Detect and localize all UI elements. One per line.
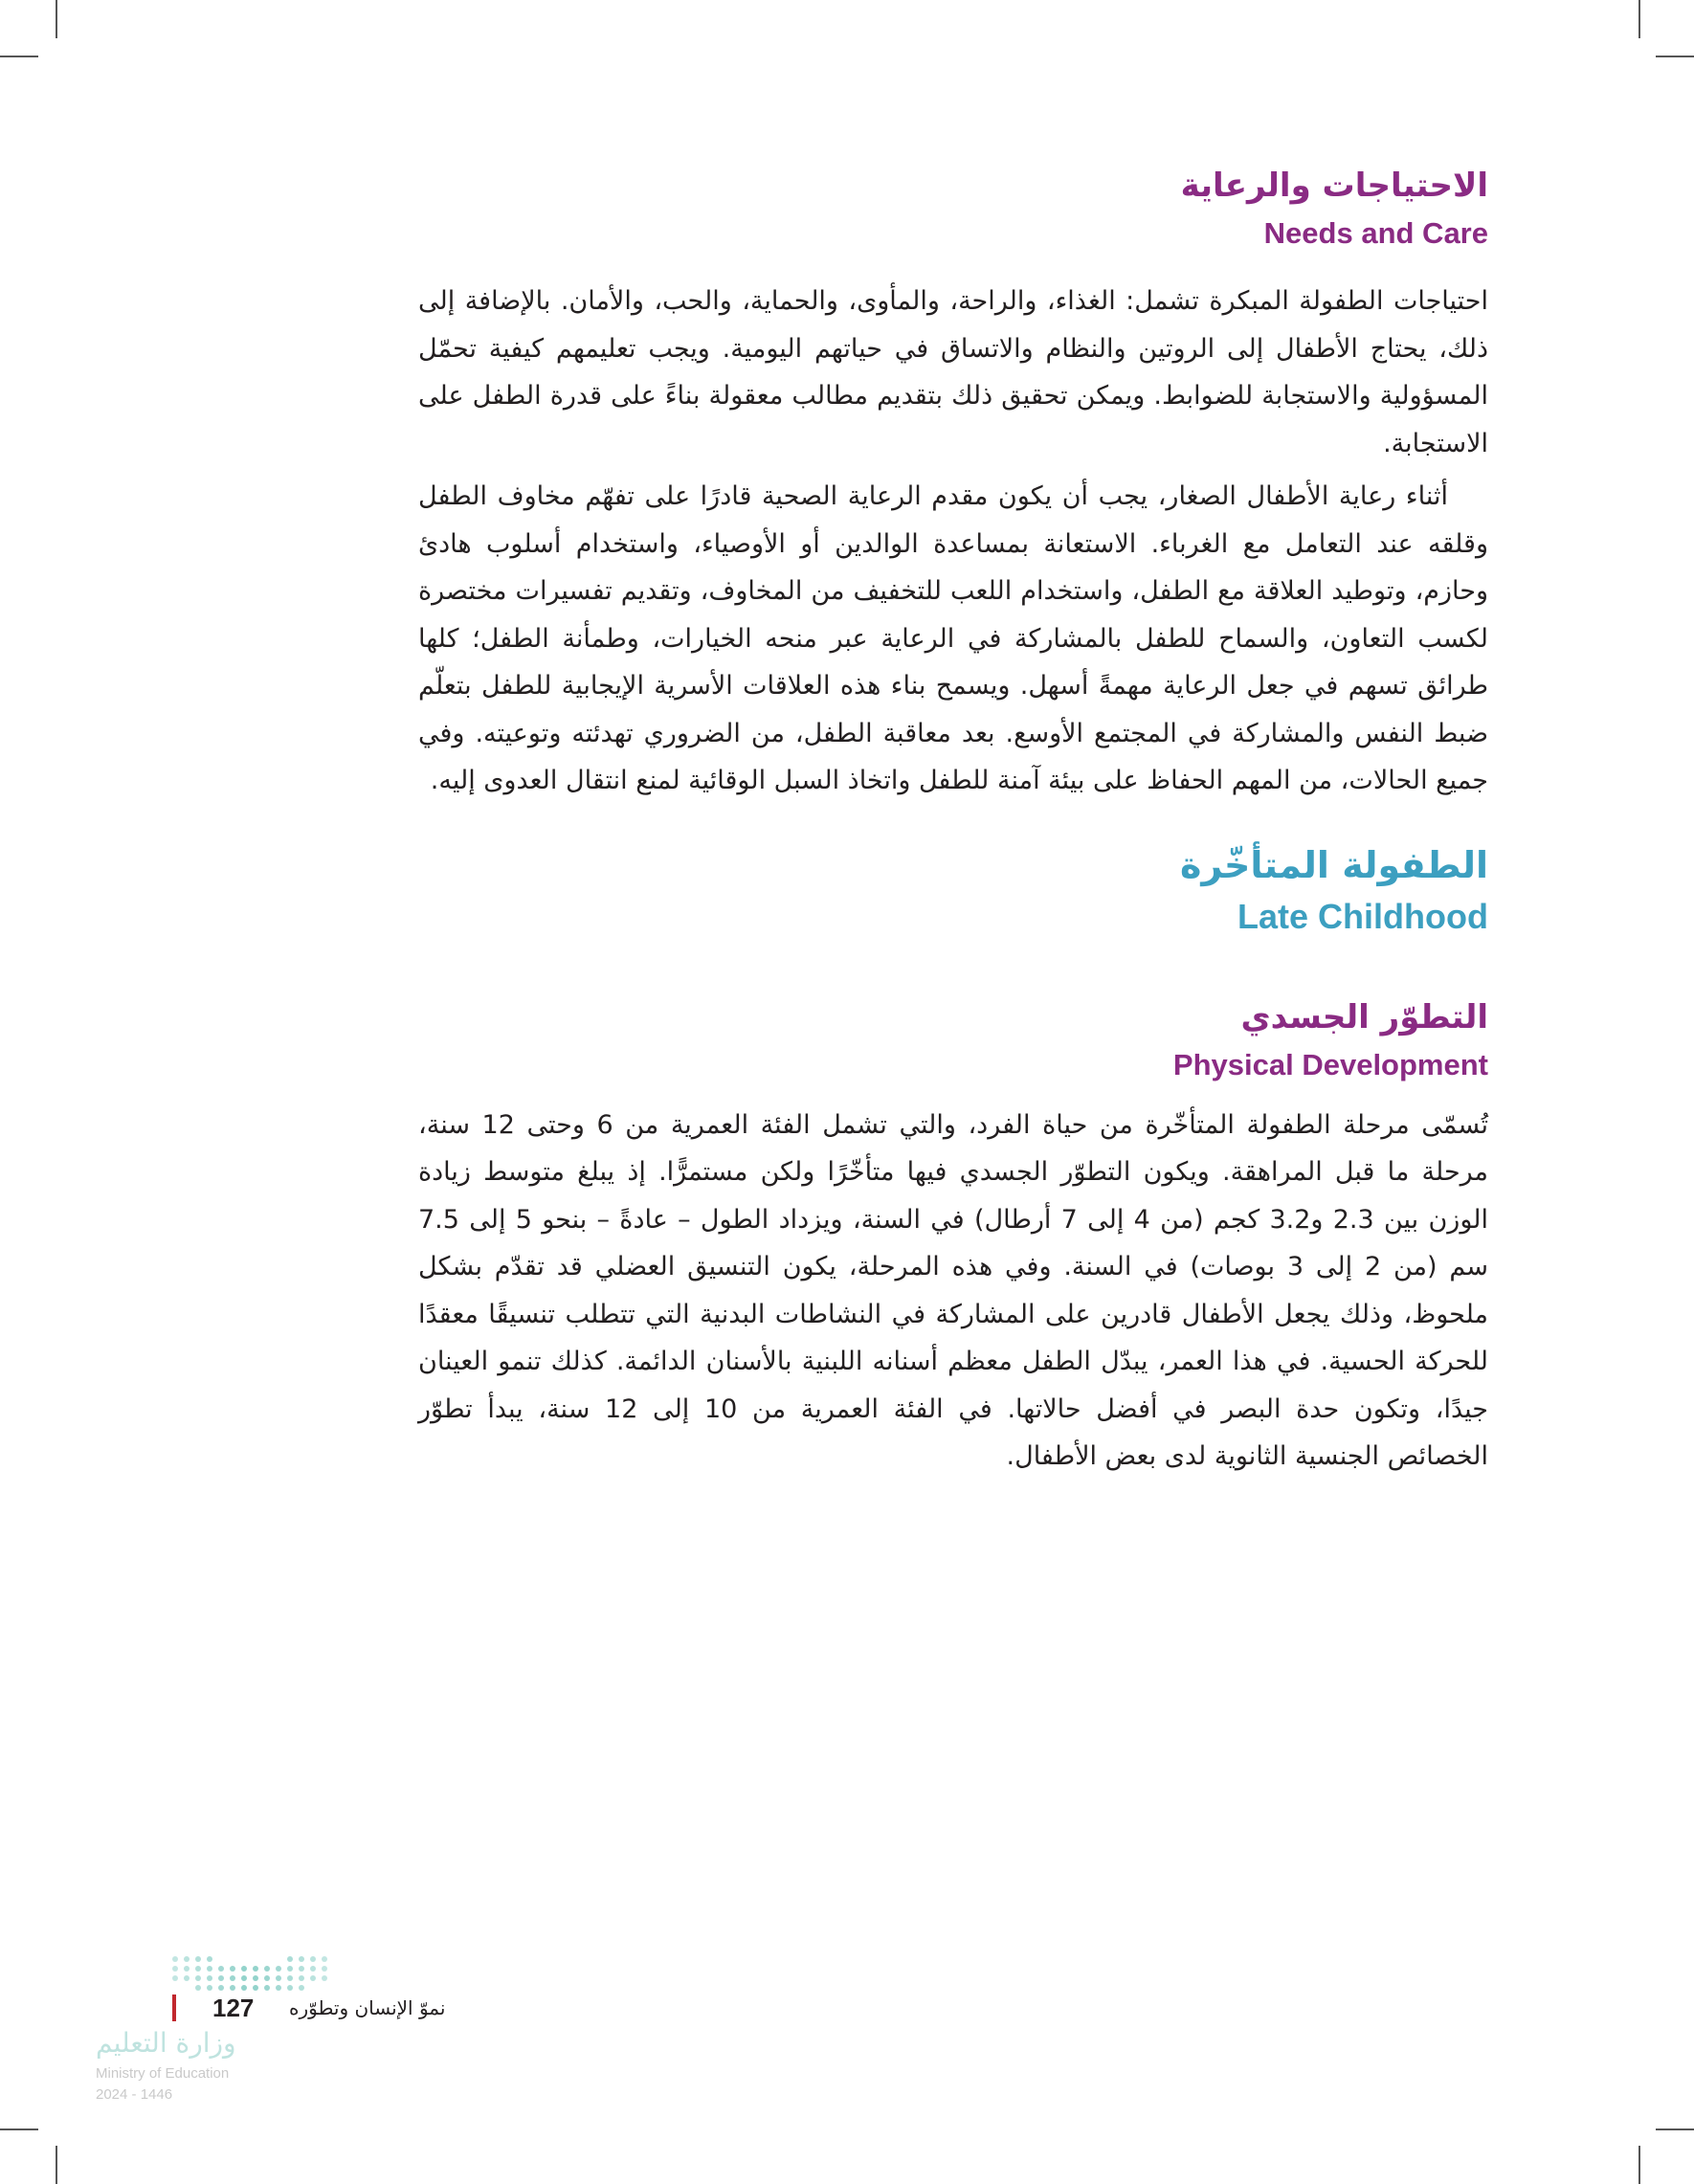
footer-accent-bar bbox=[172, 1995, 176, 2021]
book-title: نموّ الإنسان وتطوّره bbox=[289, 1996, 446, 2019]
heading-needs-ar: الاحتياجات والرعاية bbox=[1180, 167, 1488, 205]
logo-dot bbox=[241, 1985, 247, 1991]
logo-dot bbox=[253, 1966, 258, 1972]
crop-mark bbox=[1656, 56, 1694, 57]
logo-dot bbox=[322, 1956, 327, 1962]
logo-dot bbox=[230, 1966, 235, 1972]
logo-dot bbox=[276, 1975, 281, 1981]
logo-dot bbox=[207, 1966, 212, 1972]
logo-dot bbox=[195, 1966, 201, 1972]
logo-dot bbox=[218, 1975, 224, 1981]
logo-dot bbox=[322, 1966, 327, 1972]
logo-dot bbox=[253, 1985, 258, 1991]
logo-dot bbox=[299, 1956, 304, 1962]
heading-late-childhood-en: Late Childhood bbox=[1237, 896, 1488, 936]
ministry-name-en: Ministry of Education bbox=[96, 2065, 230, 2082]
section-physical-development bbox=[418, 994, 1488, 1481]
crop-mark bbox=[1638, 0, 1640, 38]
crop-mark bbox=[1656, 2128, 1694, 2130]
logo-dot bbox=[218, 1966, 224, 1972]
logo-dot bbox=[264, 1975, 270, 1981]
logo-dot bbox=[287, 1975, 293, 1981]
ministry-name-ar: وزارة التعليم bbox=[96, 2027, 236, 2059]
logo-dot bbox=[276, 1966, 281, 1972]
heading-physical-en: Physical Development bbox=[1172, 1047, 1488, 1081]
paragraph: أثناء رعاية الأطفال الصغار، يجب أن يكون مقدم الرعاية الصحية قادرًا على تفهّم مخاوف الطفل وقلقه عند التعامل مع الغرباء. الاستعانة بمساعدة الوالدين أو الأوصياء، واستخدام أسلوب هادئ وحازم، وتوطيد العلاقة مع الطفل، واستخدام اللعب للتخفيف من المخاوف، وتقديم تفسيرات مختصرة لكسب التعاون، والسماح للطفل بالمشاركة في الرعاية عبر منحه الخيارات، وطمأنة الطفل؛ كلها طرائق تسهم في جعل الرعاية مهمةً أسهل. ويسمح بناء هذه العلاقات الأسرية الإيجابية للطفل بتعلّم ضبط النفس والمشاركة في المجتمع الأوسع. بعد معاقبة الطفل، من الضروري تهدئته وتوعيته. وفي جميع الحالات، من المهم الحفاظ على بيئة آمنة للطفل واتخاذ السبل الوقائية لمنع انتقال العدوى إليه. bbox=[418, 481, 1488, 795]
logo-dot bbox=[230, 1975, 235, 1981]
logo-dot bbox=[322, 1975, 327, 1981]
logo-dot bbox=[310, 1975, 316, 1981]
logo-dot bbox=[230, 1985, 235, 1991]
logo-dot bbox=[195, 1956, 201, 1962]
heading-physical-ar: التطوّر الجسدي bbox=[1240, 997, 1488, 1036]
logo-dot bbox=[195, 1975, 201, 1981]
logo-dot bbox=[172, 1975, 178, 1981]
crop-mark bbox=[56, 0, 57, 38]
logo-dot bbox=[195, 1985, 201, 1991]
logo-dot bbox=[287, 1966, 293, 1972]
logo-dot bbox=[172, 1956, 178, 1962]
logo-dot bbox=[184, 1975, 189, 1981]
page-footer bbox=[0, 1952, 670, 2144]
logo-dot bbox=[287, 1956, 293, 1962]
edition-year: 2024 - 1446 bbox=[96, 2086, 173, 2103]
logo-dot bbox=[264, 1985, 270, 1991]
logo-dot bbox=[299, 1966, 304, 1972]
logo-dot bbox=[310, 1956, 316, 1962]
logo-dot bbox=[184, 1956, 189, 1962]
logo-dot bbox=[207, 1975, 212, 1981]
logo-dot bbox=[172, 1966, 178, 1972]
logo-dot bbox=[276, 1985, 281, 1991]
crop-mark bbox=[56, 2146, 57, 2184]
paragraph: تُسمّى مرحلة الطفولة المتأخّرة من حياة الفرد، والتي تشمل الفئة العمرية من 6 وحتى 12 سنة، مرحلة ما قبل المراهقة. ويكون التطوّر الجسدي فيها متأخّرًا ولكن مستمرًّا. إذ يبلغ متوسط زيادة الوزن بين 2.3 و3.2 كجم (من 4 إلى 7 أرطال) في السنة، ويزداد الطول – عادةً – بنحو 5 إلى 7.5 سم (من 2 إلى 3 بوصات) في السنة. وفي هذه المرحلة، يكون التنسيق العضلي قد تقدّم بشكل ملحوظ، وذلك يجعل الأطفال قادرين على المشاركة في النشاطات البدنية التي تتطلب تنسيقًا معقدًا للحركة الحسية. في هذا العمر، يبدّل الطفل معظم أسنانه اللبنية بالأسنان الدائمة. كذلك تنمو العينان جيدًا، وتكون حدة البصر في أفضل حالاتها. في الفئة العمرية من 10 إلى 12 سنة، يبدأ تطوّر الخصائص الجنسية الثانوية لدى بعض الأطفال. bbox=[418, 1109, 1489, 1471]
logo-dot bbox=[184, 1966, 189, 1972]
logo-dot bbox=[241, 1975, 247, 1981]
logo-dot bbox=[287, 1985, 293, 1991]
logo-dot bbox=[218, 1985, 224, 1991]
logo-dot bbox=[310, 1966, 316, 1972]
crop-mark bbox=[1638, 2146, 1640, 2184]
crop-mark bbox=[0, 56, 38, 57]
heading-needs-en: Needs and Care bbox=[1263, 216, 1488, 250]
logo-dot bbox=[253, 1975, 258, 1981]
logo-dot bbox=[299, 1975, 304, 1981]
page-number: 127 bbox=[212, 1994, 255, 2022]
heading-late-childhood-ar: الطفولة المتأخّرة bbox=[1179, 843, 1488, 886]
logo-dot bbox=[264, 1966, 270, 1972]
logo-dot bbox=[207, 1985, 212, 1991]
paragraph: احتياجات الطفولة المبكرة تشمل: الغذاء، والراحة، والمأوى، والحماية، والحب، والأمان. بالإضافة إلى ذلك، يحتاج الأطفال إلى الروتين والنظام والاتساق في حياتهم اليومية. ويجب تعليمهم كيفية تحمّل المسؤولية والاستجابة للضوابط. ويمكن تحقيق ذلك بتقديم مطالب معقولة بناءً على قدرة الطفل على الاستجابة. bbox=[418, 286, 1488, 458]
section-late-childhood bbox=[418, 839, 1488, 941]
logo-dot bbox=[241, 1966, 247, 1972]
section-needs-and-care bbox=[418, 163, 1488, 805]
logo-dot bbox=[207, 1956, 212, 1962]
logo-dot bbox=[299, 1985, 304, 1991]
page-content bbox=[418, 163, 1488, 1481]
